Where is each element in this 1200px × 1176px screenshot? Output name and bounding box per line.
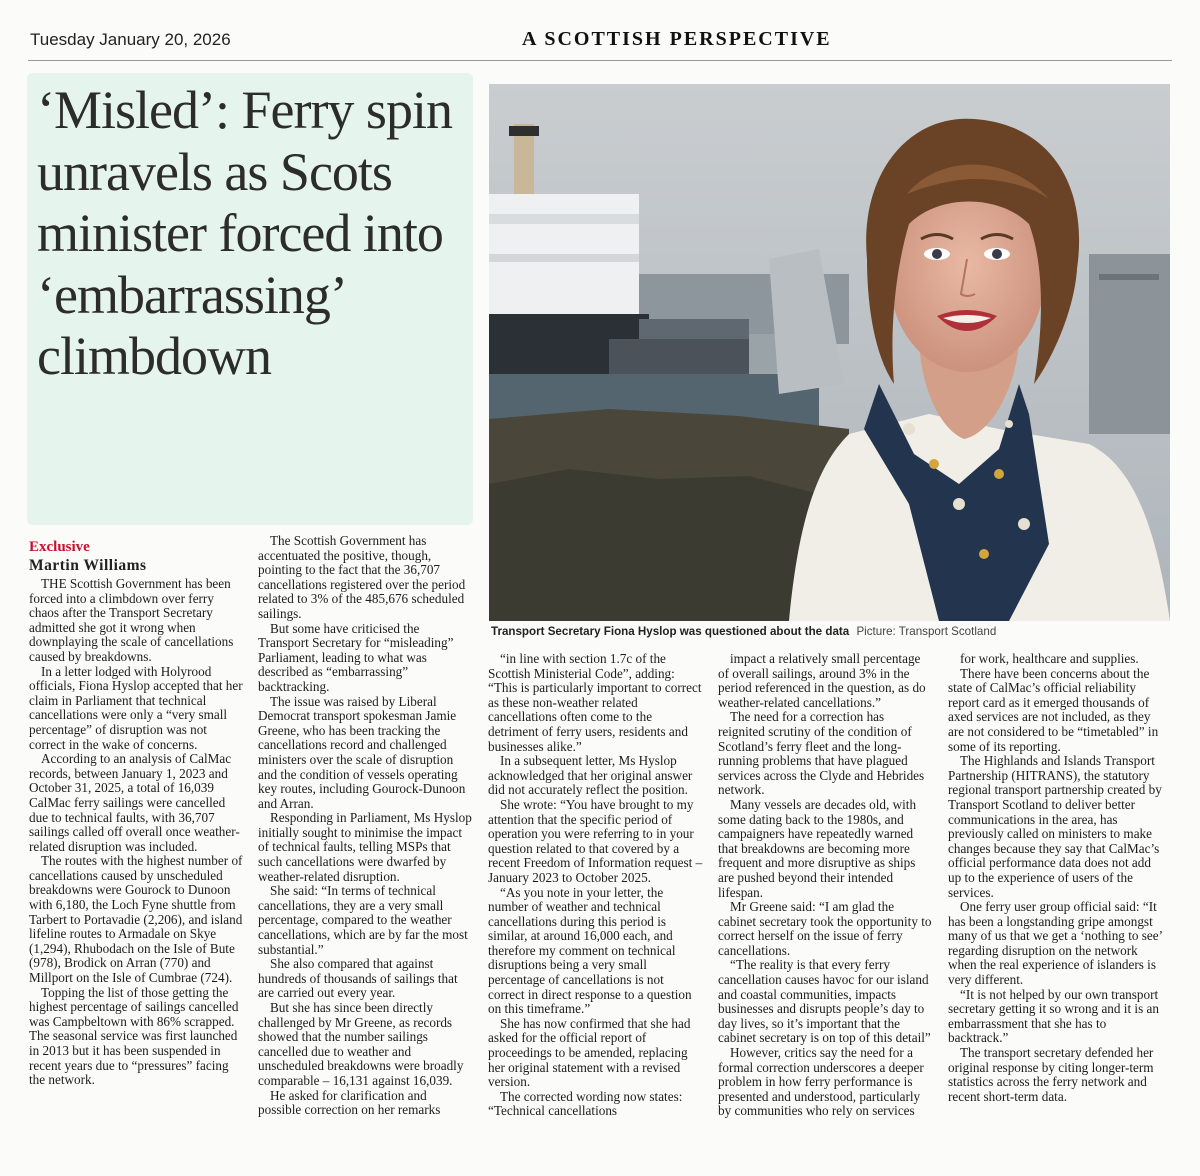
article-column-4	[718, 652, 933, 1119]
paragraph: According to an analysis of CalMac records, between January 1, 2023 and October 31, 2025, a total of 16,039 CalMac ferry sailings were cancelled due to technical faults, with 36,707 sailings called off overall once weather-related disruption was included.	[29, 751, 240, 854]
paragraph: The Scottish Government has accentuated the positive, though, pointing to the fact that the 36,707 cancellations registered over the period related to 3% of the 485,676 scheduled sailings.	[258, 533, 466, 621]
paragraph: Many vessels are decades old, with some dating back to the 1980s, and campaigners have repeatedly warned that breakdowns are becoming more frequent and more disruptive as ships are pushed beyond their intended lifespan.	[718, 796, 917, 900]
header-rule	[28, 60, 1172, 61]
paragraph: However, critics say the need for a formal correction underscores a deeper problem in how ferry performance is presented and understood, particularly by communities who rely on services	[718, 1045, 924, 1119]
article-column-3	[488, 652, 703, 1119]
paragraph: In a letter lodged with Holyrood officials, Fiona Hyslop accepted that her claim in Parliament that technical cancellations were only a “very small percentage” of disruption was not correct in the wake of concerns.	[29, 663, 243, 752]
kicker-exclusive: Exclusive	[29, 539, 90, 555]
lead-photo	[489, 84, 1170, 621]
paragraph: He asked for clarification and possible correction on her remarks	[258, 1087, 441, 1118]
paragraph: “As you note in your letter, the number of weather and technical cancellations during this period is similar, at around 16,000 each, and therefore my comment on technical disruptions being a very small percentage of cancellations is not correct in direct response to a question on this timeframe.”	[488, 884, 692, 1017]
paragraph: impact a relatively small percentage of overall sailings, around 3% in the period referenced in the question, as do weather-related cancellations.”	[718, 651, 926, 710]
paragraph: One ferry user group official said: “It has been a longstanding gripe amongst many of us that we get a ‘nothing to see’ regarding disruption on the network when the real experience of islanders is very different.	[948, 899, 1162, 988]
page-header	[0, 0, 1200, 62]
paragraph: The routes with the highest number of cancellations caused by unscheduled breakdowns were Gourock to Dunoon with 6,180, the Loch Fyne shuttle from Tarbert to Portavadie (2,206), and island lifeline routes to Armadale on Skye (1,294), Rhubodach on the Isle of Bute (978), Brodick on Arran (770) and Millport on the Isle of Cumbrae (724).	[29, 853, 243, 986]
issue-date: Tuesday January 20, 2026	[30, 30, 231, 49]
paragraph: THE Scottish Government has been forced into a climbdown over ferry chaos after the Transport Secretary admitted she got it wrong when downplaying the scale of cancellations caused by breakdowns.	[29, 576, 234, 664]
paragraph: “The reality is that every ferry cancellation causes havoc for our island and coastal communities, impacts businesses and disrupts people’s day to day lives, so it’s important that the cabinet secretary is on top of this detail”	[718, 957, 931, 1046]
paragraph: The Highlands and Islands Transport Partnership (HITRANS), the statutory regional transport partnership created by Transport Scotland to deliver better communications in the area, has previously called on ministers to make changes because they say that CalMac’s official performance data does not add up to the experience of users of the services.	[948, 753, 1162, 900]
article-column-1	[29, 577, 244, 1088]
caption-text: Transport Secretary Fiona Hyslop was questioned about the data	[491, 625, 850, 638]
paragraph: Mr Greene said: “I am glad the cabinet secretary took the opportunity to correct herself on the issue of ferry cancellations.	[718, 899, 932, 958]
article-column-2	[258, 534, 473, 1118]
paragraph: for work, healthcare and supplies.	[960, 651, 1139, 666]
paragraph: She has now confirmed that she had asked for the official report of proceedings to be amended, replacing her original statement with a revised version.	[488, 1015, 691, 1090]
paragraph: Topping the list of those getting the highest percentage of sailings cancelled was Campbeltown with 86% scrapped. The seasonal service was first launched in 2013 but it has been suspended in recent years due to “pressures” facing the network.	[29, 984, 239, 1088]
paragraph: The transport secretary defended her original response by citing longer-term statistics across the ferry network and recent short-term data.	[948, 1045, 1154, 1104]
paragraph: She also compared that against hundreds of thousands of sailings that are carried out every year.	[258, 956, 458, 1001]
paragraph: “in line with section 1.7c of the Scottish Ministerial Code”, adding: “This is particularly important to correct as these non-weather related cancellations often come to the detriment of ferry users, residents and businesses alike.”	[488, 651, 702, 754]
paragraph: “It is not helped by our own transport secretary getting it so wrong and it is an embarrassment that she has to backtrack.”	[948, 986, 1159, 1046]
paragraph: The need for a correction has reignited scrutiny of the condition of Scotland’s ferry fleet and the long-running problems that have plagued services across the Clyde and Hebrides network.	[718, 709, 925, 798]
paragraph: But some have criticised the Transport Secretary for “misleading” Parliament, leading to what was described as “embarrassing” backtracking.	[258, 620, 454, 694]
paragraph: But she has since been directly challenged by Mr Greene, as records showed that the number sailings cancelled due to weather and unscheduled breakdowns were broadly comparable – 16,131 against 16,039.	[258, 1000, 464, 1088]
paragraph: In a subsequent letter, Ms Hyslop acknowledged that her original answer did not accurately reflect the position.	[488, 753, 693, 798]
section-title: A SCOTTISH PERSPECTIVE	[522, 28, 832, 50]
paragraph: She said: “In terms of technical cancellations, they are a very small percentage, compared to the weather cancellations, which are by far the most substantial.”	[258, 883, 468, 957]
photo-caption	[491, 625, 1171, 638]
paragraph: There have been concerns about the state of CalMac’s official reliability report card as it emerged thousands of axed services are not included, as they are not considered to be “timetabled” in some of its reporting.	[948, 665, 1159, 754]
photo-credit: Picture: Transport Scotland	[856, 625, 997, 638]
paragraph: She wrote: “You have brought to my attention that the specific period of operation you were referring to in your question related to that covered by a recent Freedom of Information request – January 2023 to October 2025.	[488, 796, 703, 885]
byline: Martin Williams	[29, 557, 147, 574]
headline: ‘Misled’: Ferry spin unravels as Scots minister forced into ‘embarrassing’ climbdown	[37, 80, 452, 386]
paragraph: Responding in Parliament, Ms Hyslop initially sought to minimise the impact of technical faults, telling MSPs that such cancellations were dwarfed by weather-related disruption.	[258, 810, 472, 884]
paragraph: The corrected wording now states: “Technical cancellations	[488, 1088, 683, 1119]
article-column-5	[948, 652, 1163, 1104]
paragraph: The issue was raised by Liberal Democrat transport spokesman Jamie Greene, who has been tracking the cancellations record and challenged ministers over the scale of disruption and the condition of vessels operating key routes, including Gourock-Dunoon and Arran.	[258, 693, 466, 811]
